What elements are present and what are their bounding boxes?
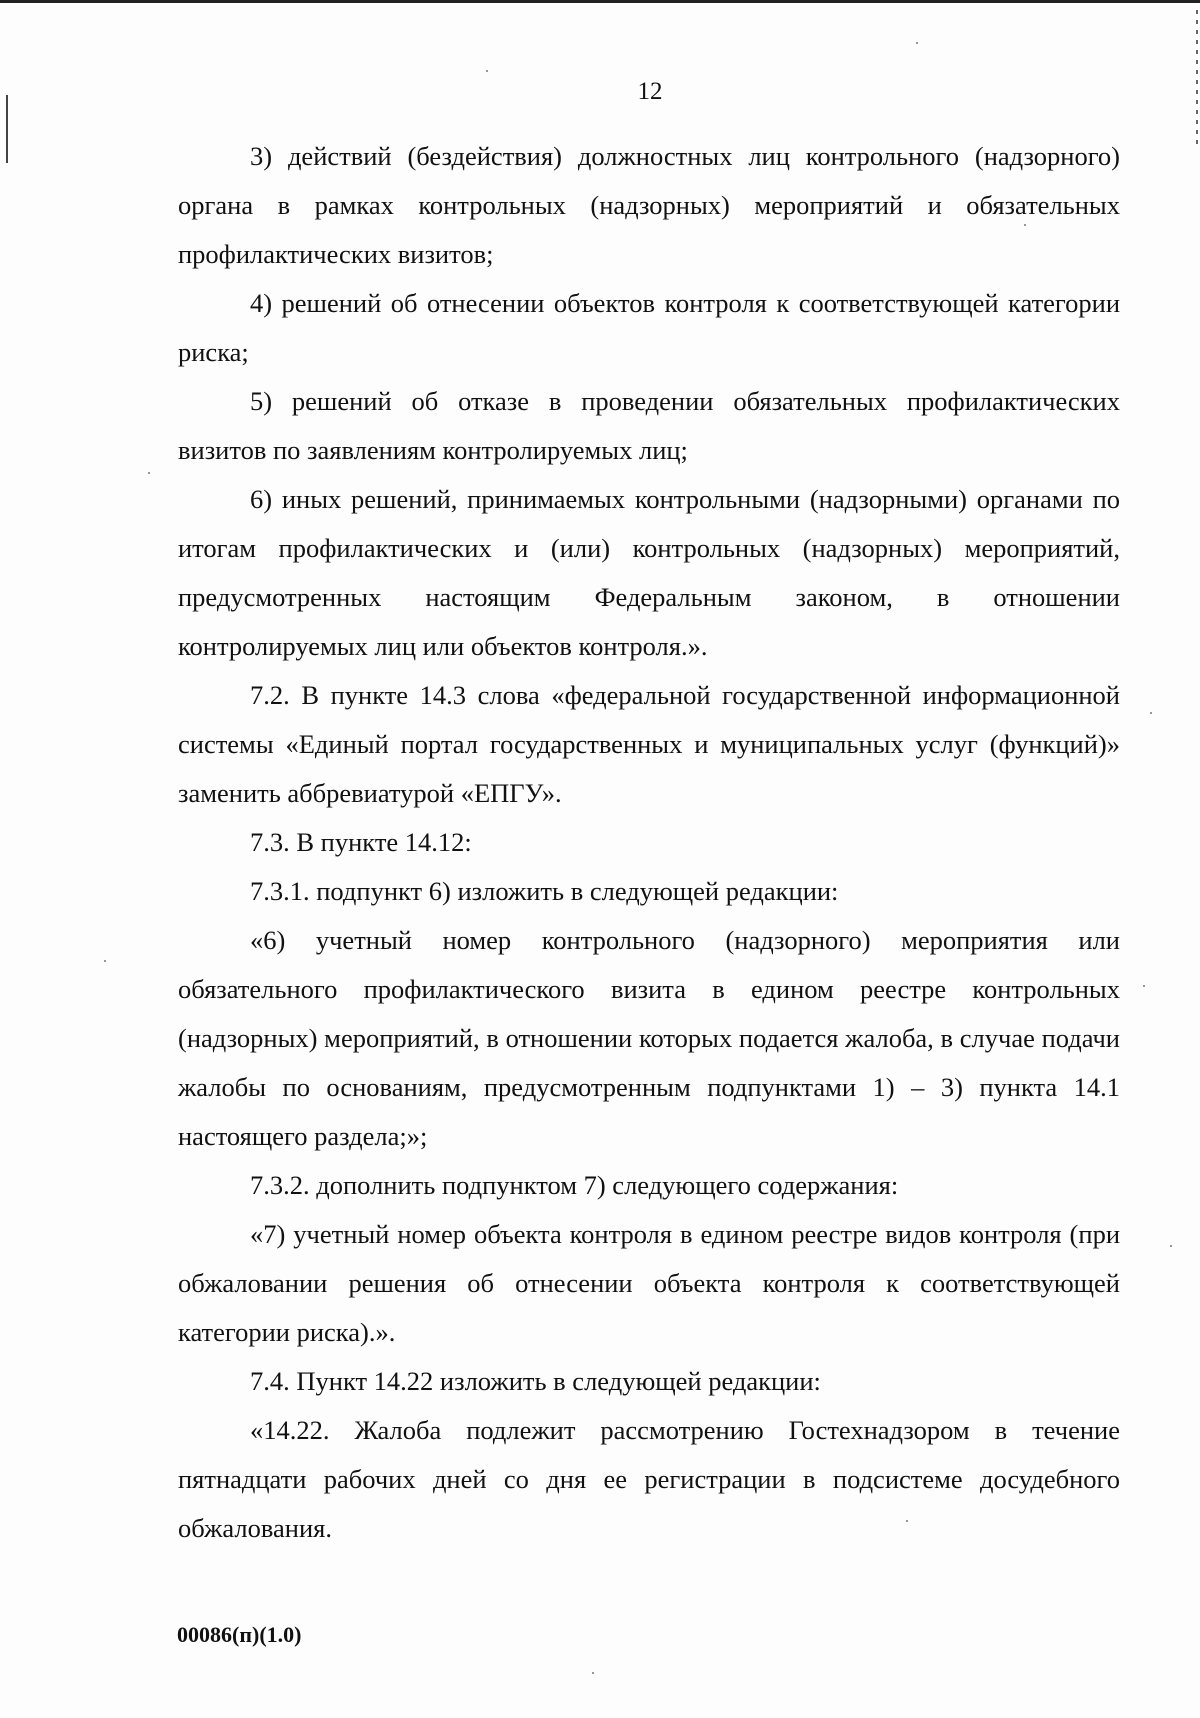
scan-speck — [1150, 712, 1152, 714]
scan-speck — [104, 960, 106, 962]
scan-speck — [592, 1672, 594, 1674]
scan-speck — [148, 472, 150, 474]
paragraph-item-3: 3) действий (бездействия) должностных лиц контрольного (надзорного) органа в рамках контрольных (надзорных) мероприятий и обязательных профилактических визитов; — [178, 141, 1120, 269]
paragraph-item-5: 5) решений об отказе в проведении обязательных профилактических визитов по заявлениям контролируемых лиц; — [178, 386, 1120, 465]
scan-speck — [1024, 224, 1026, 226]
top-border-line — [0, 0, 1200, 3]
document-code: 00086(п)(1.0) — [177, 1622, 302, 1647]
paragraph-item-6: 6) иных решений, принимаемых контрольными (надзорными) органами по итогам профилактических и (или) контрольных (надзорных) мероприятий, предусмотренных настоящим Федеральным законом, в отношении контролируемых лиц или объектов контроля.». — [178, 484, 1120, 661]
scan-speck — [1143, 985, 1145, 987]
paragraph-14-22: «14.22. Жалоба подлежит рассмотрению Гостехнадзором в течение пятнадцати рабочих дней со дня ее регистрации в подсистеме досудебного обжалования. — [178, 1415, 1120, 1543]
paragraph-item-4: 4) решений об отнесении объектов контроля к соответствующей категории риска; — [178, 288, 1120, 367]
paragraph-7-3: 7.3. В пункте 14.12: — [250, 827, 472, 857]
paragraph-7-3-2: 7.3.2. дополнить подпунктом 7) следующего содержания: — [250, 1170, 899, 1200]
page-number: 12 — [637, 78, 663, 105]
paragraph-7-2: 7.2. В пункте 14.3 слова «федеральной государственной информационной системы «Единый портал государственных и муниципальных услуг (функций)» заменить аббревиатурой «ЕПГУ». — [178, 680, 1120, 808]
scan-speck — [906, 1520, 908, 1522]
scan-speck — [1170, 1245, 1172, 1247]
scan-speck — [916, 42, 918, 44]
scan-speck — [486, 70, 488, 72]
paragraph-7-3-1: 7.3.1. подпункт 6) изложить в следующей редакции: — [250, 876, 839, 906]
paragraph-7-4: 7.4. Пункт 14.22 изложить в следующей редакции: — [250, 1366, 821, 1396]
paragraph-subitem-7: «7) учетный номер объекта контроля в едином реестре видов контроля (при обжаловании решения об отнесении объекта контроля к соответствующей категории риска).». — [178, 1219, 1120, 1347]
paragraph-subitem-6: «6) учетный номер контрольного (надзорного) мероприятия или обязательного профилактического визита в едином реестре контрольных (надзорных) мероприятий, в отношении которых подается жалоба, в случае подачи жалобы по основаниям, предусмотренным подпунктами 1) – 3) пункта 14.1 настоящего раздела;»; — [178, 925, 1120, 1151]
